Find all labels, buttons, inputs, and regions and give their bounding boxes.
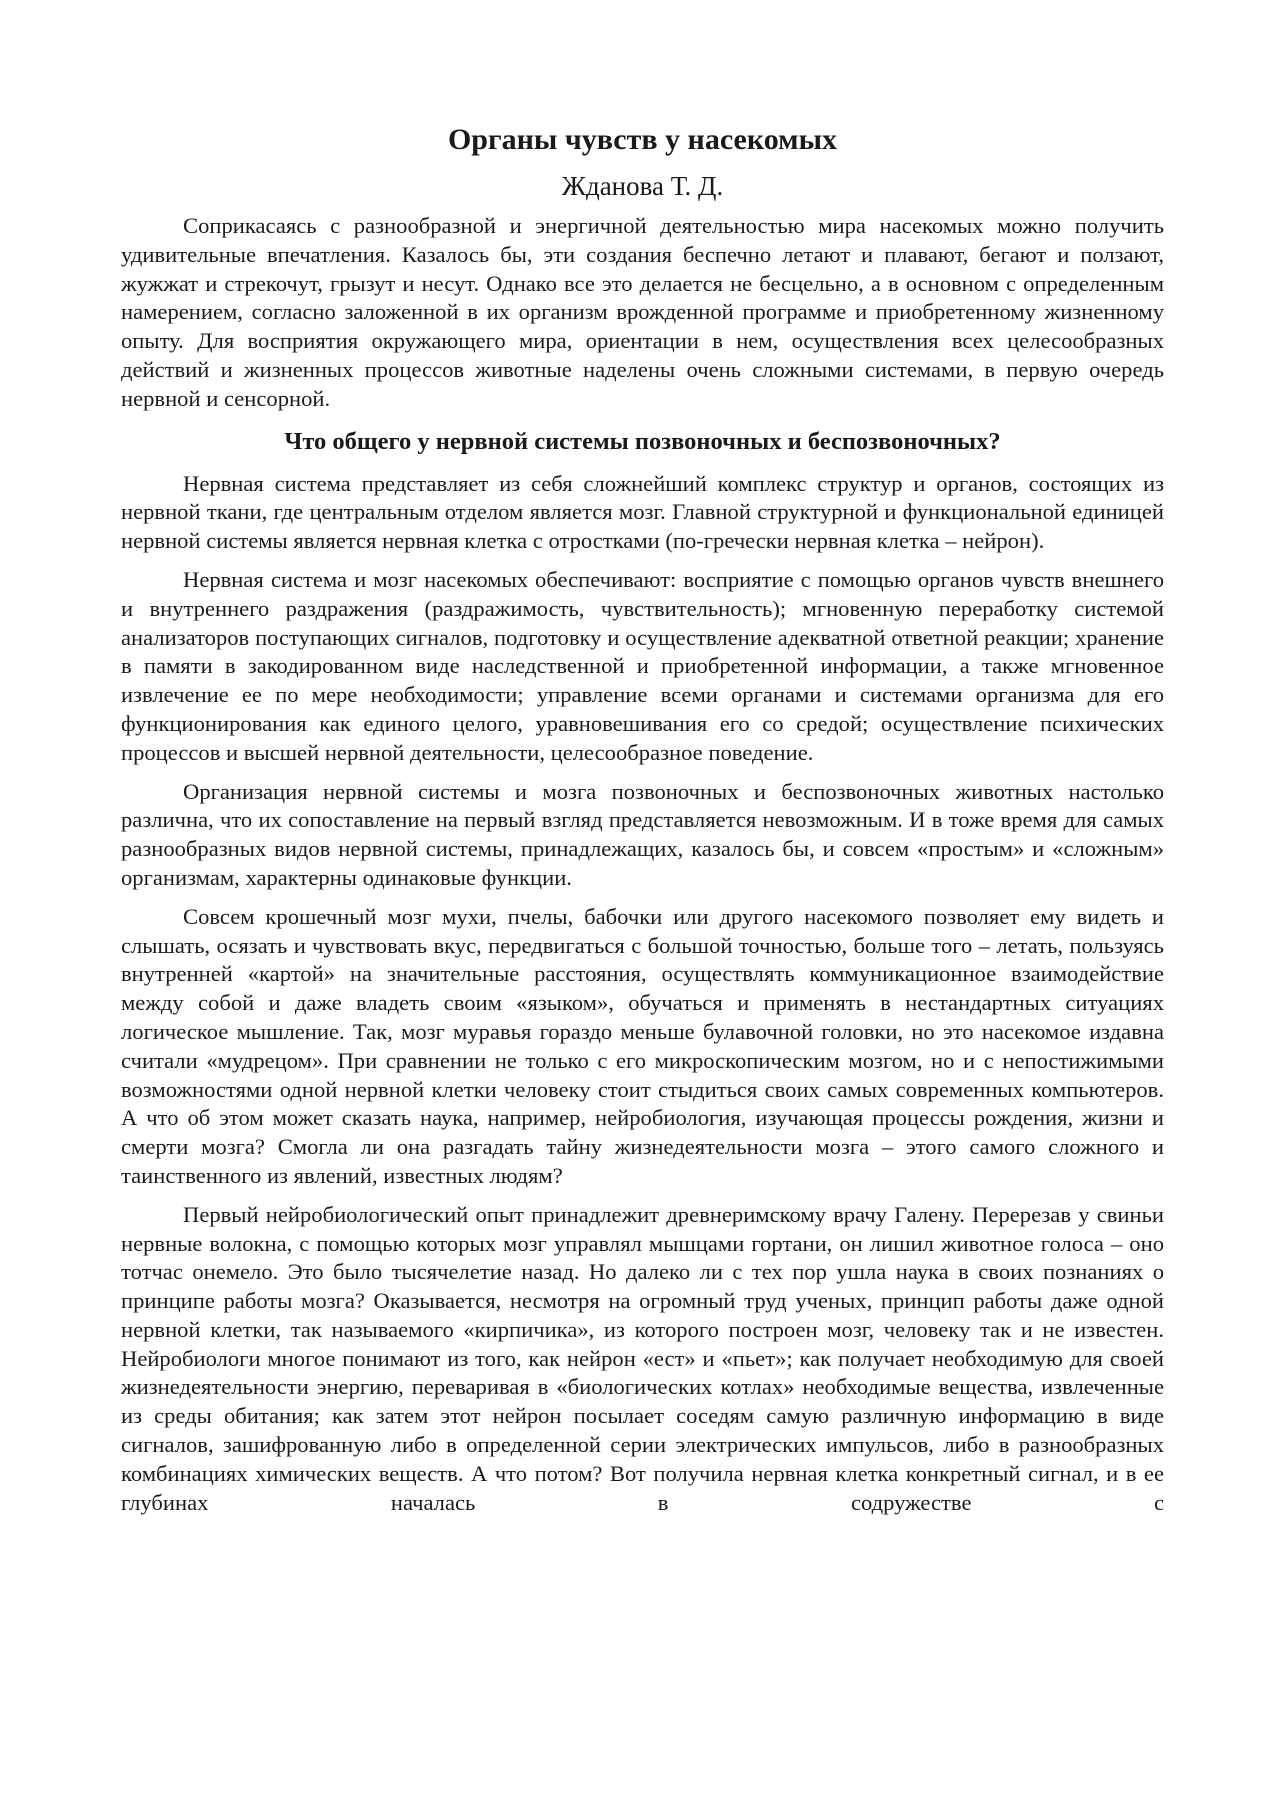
paragraph: Совсем крошечный мозг мухи, пчелы, бабочки или другого насекомого позволяет ему видеть и слышать, осязать и чувствовать вкус, передвигаться с большой точностью, больше того – летать, пользуясь внутренней «картой» на значительные расстояния, осуществлять коммуникационное взаимодействие между собой и даже владеть своим «языком», обучаться и применять в нестандартных ситуациях логическое мышление. Так, мозг муравья гораздо меньше булавочной головки, но это насекомое издавна считали «мудрецом». При сравнении не только с его микроскопическим мозгом, но и с непостижимыми возможностями одной нервной клетки человеку стоит стыдиться своих самых современных компьютеров. А что об этом может сказать наука, например, нейробиология, изучающая процессы рождения, жизни и смерти мозга? Смогла ли она разгадать тайну жизнедеятельности мозга – этого самого сложного и таинственного из явлений, известных людям? [121, 903, 1164, 1188]
paragraph: Нервная система и мозг насекомых обеспечивают: восприятие с помощью органов чувств внешнего и внутреннего раздражения (раздражимость, чувствительность); мгновенную переработку системой анализаторов поступающих сигналов, подготовку и осуществление адекватной ответной реакции; хранение в памяти в закодированном виде наследственной и приобретенной информации, а также мгновенное извлечение ее по мере необходимости; управление всеми органами и системами организма для его функционирования как единого целого, уравновешивания его со средой; осуществление психических процессов и высшей нервной деятельности, целесообразное поведение. [121, 566, 1164, 765]
author-name: Жданова Т. Д. [561, 171, 724, 201]
paragraph: Нервная система представляет из себя сложнейший комплекс структур и органов, состоящих из нервной ткани, где центральным отделом является мозг. Главной структурной и функциональной единицей нервной системы является нервная клетка с отростками (по-гречески нервная клетка – нейрон). [121, 470, 1164, 554]
paragraph-intro: Соприкасаясь с разнообразной и энергичной деятельностью мира насекомых можно получить удивительные впечатления. Казалось бы, эти создания беспечно летают и плавают, бегают и ползают, жужжат и стрекочут, грызут и несут. Однако все это делается не бесцельно, а в основном с определенным намерением, согласно заложенной в их организм врожденной программе и приобретенному жизненному опыту. Для восприятия окружающего мира, ориентации в нем, осуществления всех целесообразных действий и жизненных процессов животные наделены очень сложными системами, в первую очередь нервной и сенсорной. [121, 213, 1164, 411]
section-heading: Что общего у нервной системы позвоночных и беспозвоночных? [284, 427, 1001, 455]
document-body [121, 118, 1164, 1527]
document-title: Органы чувств у насекомых [447, 123, 838, 156]
paragraph-continued: Первый нейробиологический опыт принадлежит древнеримскому врачу Галену. Перерезав у свиньи нервные волокна, с помощью которых мозг управлял мышцами гортани, он лишил животное голоса – оно тотчас онемело. Это было тысячелетие назад. Но далеко ли с тех пор ушла наука в своих познаниях о принципе работы мозга? Оказывается, несмотря на огромный труд ученых, принцип работы даже одной нервной клетки, так называемого «кирпичика», из которого построен мозг, человеку так и не известен. Нейробиологи многое понимают из того, как нейрон «ест» и «пьет»; как получает необходимую для своей жизнедеятельности энергию, переваривая в «биологических котлах» необходимые вещества, извлеченные из среды обитания; как затем этот нейрон посылает соседям самую различную информацию в виде сигналов, зашифрованную либо в определенной серии электрических импульсов, либо в разнообразных комбинациях химических веществ. А что потом? Вот получила нервная клетка конкретный сигнал, и в ее глубинах началась в содружестве с [121, 1201, 1164, 1515]
paragraph: Организация нервной системы и мозга позвоночных и беспозвоночных животных настолько различна, что их сопоставление на первый взгляд представляется невозможным. И в тоже время для самых разнообразных видов нервной системы, принадлежащих, казалось бы, и совсем «простым» и «сложным» организмам, характерны одинаковые функции. [121, 778, 1164, 890]
